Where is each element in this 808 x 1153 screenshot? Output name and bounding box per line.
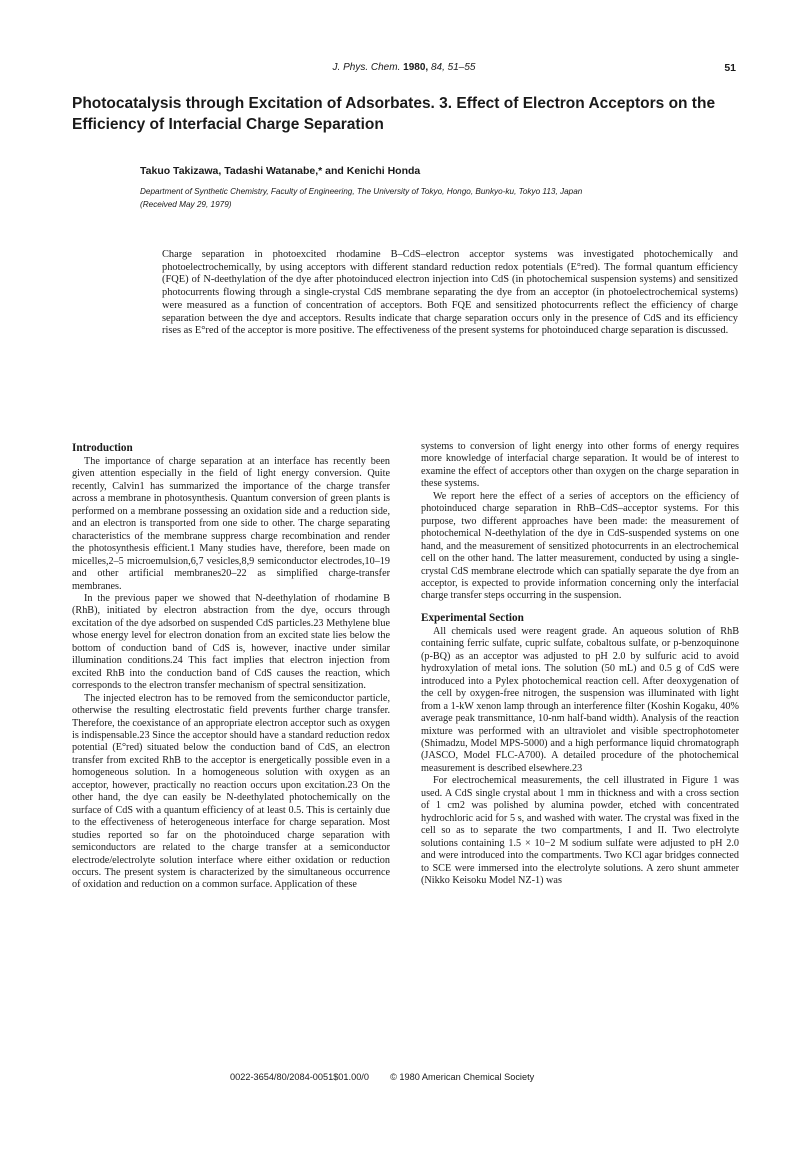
abstract: Charge separation in photoexcited rhodamine B–CdS–electron acceptor systems was investigated photochemically and photoelectrochemically, by using acceptors with different standard reduction redox potentials (E°red). The formal quantum efficiency (FQE) of N-deethylation of the dye after photoinduced electron injection into CdS (in photochemical suspension systems) and sensitized photocurrents flowing through a single-crystal CdS membrane separating the dye from an acceptor (in photoelectrochemical systems) were measured as a function of concentration of acceptors. Both FQE and sensitized photocurrents reflect the efficiency of charge separation between the dye and acceptors. Results indicate that charge separation occurs only in the presence of CdS and its efficiency rises as E°red of the acceptor is more positive. The effectiveness of the present systems for photoinduced charge separation is discussed. — [162, 249, 738, 337]
journal-pages: 51–55 — [447, 62, 476, 73]
copyright-notice: © 1980 American Chemical Society — [390, 1072, 535, 1082]
journal-year: 1980, — [403, 62, 429, 73]
article-title: Photocatalysis through Excitation of Adsorbates. 3. Effect of Electron Acceptors on the Efficiency of Interfacial Charge Separation — [72, 95, 716, 133]
intro-paragraph-3: The injected electron has to be removed from the semiconductor particle, otherwise the resulting electrostatic field prevents further charge transfer. Therefore, the coexistance of an appropriate electron acceptor such as oxygen is indispensable.23 Since the acceptor should have a standard reduction redox potential (E°red) situated below the conduction band of CdS, an electron transfer from excited RhB to the acceptor is energetically possible even in a homogeneous solution. In a homogeneous solution with oxygen as an acceptor, however, practically no reaction occurs upon excitation.23 On the other hand, the dye can easily be N-deethylated photochemically on the surface of CdS with a quantum efficiency of at least 0.5. This is certainly due to the effectiveness of heterogeneous interface for charge separation. Most studies reported so far on the photoinduced charge separation with semiconductors are related to the charge transfer at a semiconductor electrode/electrolyte solution interface where either oxidation or reduction occurs. The present system is characterized by the simultaneous occurrence of oxidation and reduction on a common surface. Application of these — [72, 692, 390, 891]
journal-name: J. Phys. Chem. — [332, 62, 401, 73]
experimental-paragraph-2: For electrochemical measurements, the cell illustrated in Figure 1 was used. A CdS single crystal about 1 mm in thickness and with a cross section of 1 cm2 was polished by alumina powder, etched with concentrated hydrochloric acid for 5 s, and washed with water. The crystal was fixed in the cell so as to separate the two compartments, I and II. Two electrolyte solutions containing 1.5 × 10−2 M sodium sulfate were adjusted to pH 2.0 and were introduced into the compartments. Two KCl agar bridges connected to SCE were immersed into the electrolyte solutions. A zero shunt ammeter (Nikko Keisoku Model NZ-1) was — [421, 775, 739, 886]
intro-paragraph-4: We report here the effect of a series of acceptors on the efficiency of photoinduced charge separation in RhB–CdS–acceptor systems. For this purpose, two different approaches have been made: the measurement of photochemical N-deethylation of the dye in CdS-suspended systems on one hand, and the measurement of sensitized photocurrents in an electrochemical cell on the other hand. The latter measurement, conducted by using a single-crystal CdS membrane electrode which can spatially separate the dye from an acceptor, is expected to provide information concerning only the interfacial charge transfer steps occurring in the suspension. — [421, 490, 739, 602]
received-date: (Received May 29, 1979) — [140, 199, 232, 209]
intro-continuation: systems to conversion of light energy into other forms of energy requires more knowledge of interfacial charge separation. It would be of interest to examine the effect of acceptors other than oxygen on the charge separation in these systems. — [421, 441, 739, 490]
left-column — [72, 441, 390, 892]
affiliation-text: Department of Synthetic Chemistry, Faculty of Engineering, The University of Tokyo, Hongo, Bunkyo-ku, Tokyo 113, Japan — [140, 187, 583, 196]
page-number: 51 — [724, 62, 736, 74]
right-column — [421, 441, 739, 887]
intro-paragraph-1: The importance of charge separation at an interface has recently been given attention especially in the field of light energy conversion. Quite recently, Calvin1 has summarized the importance of the charge transfer across a membrane in photosynthesis. Quantum conversion of green plants is performed on a membrane possessing an oxidation side and a reduction side, and an electron is transported from one side to other. The charge separating characteristics of the membrane suppress charge recombination and render the photosynthesis efficient.1 Many studies have, therefore, been made on micelles,2–5 microemulsion,6,7 vesicles,8,9 semiconductor electrodes,10–19 and other artificial membranes20–22 as simplified charge-transfer membranes. — [72, 456, 390, 592]
author-list: Takuo Takizawa, Tadashi Watanabe,* and Kenichi Honda — [140, 165, 421, 177]
journal-volume: 84, — [430, 62, 445, 73]
page-footer — [230, 1072, 610, 1082]
experimental-heading: Experimental Section — [421, 611, 524, 624]
introduction-heading: Introduction — [72, 442, 133, 454]
intro-paragraph-2: In the previous paper we showed that N-deethylation of rhodamine B (RhB), initiated by electron abstraction from the dye, occurs through excitation of the dye adsorbed on suspended CdS particles.23 Methylene blue whose energy level for electron donation from an excited state lies below the bottom of conduction band of CdS is, however, inactive under similar illumination conditions.24 This fact implies that electron injection from excited RhB into the conduction band of CdS causes the reaction, which corresponds to the electron transfer mechanism of spectral sensitization. — [72, 592, 390, 692]
article-code: 0022-3654/80/2084-0051$01.00/0 — [230, 1072, 369, 1082]
experimental-paragraph-1: All chemicals used were reagent grade. An aqueous solution of RhB containing ferric sulfate, cupric sulfate, cobaltous sulfate, or p-benzoquinone (p-BQ) as an acceptor was adjusted to pH 2.0 by sulfuric acid to avoid hydroxylation of metal ions. The solution (50 mL) and 0.5 g of CdS were introduced into a Pylex photochemical reaction cell. After deoxygenation of the cell by oxygen-free nitrogen, the suspension was illuminated with light from a 1-kW xenon lamp through an interference filter (Koshin Kogaku, 40% average peak transmittance, 10-nm half-band width). Analysis of the reaction mixture was performed with an ultraviolet and visible spectrophotometer (Shimadzu, Model MPS-5000) and a high performance liquid chromatograph (JASCO, Model FLC-A700). A detailed procedure of the photochemical measurement is described elsewhere.23 — [421, 625, 739, 774]
affiliation-block — [140, 186, 740, 211]
journal-reference — [72, 62, 736, 73]
running-header — [72, 62, 736, 78]
